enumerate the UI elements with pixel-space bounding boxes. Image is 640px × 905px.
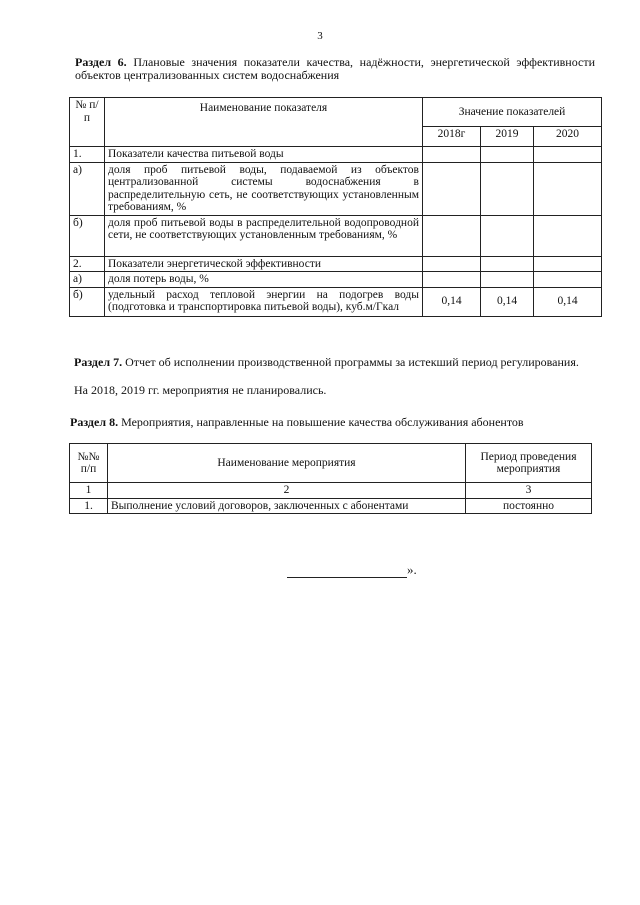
table-header-row — [70, 98, 602, 127]
row-value-2018: 0,14 — [423, 287, 481, 316]
section8-title: Мероприятия, направленные на повышение качества обслуживания абонентов — [121, 415, 524, 429]
row-name: доля проб питьевой воды в распределительной водопроводной сети, не соответствующих установленным требованиям, % — [105, 215, 423, 256]
row-name: доля потерь воды, % — [105, 272, 423, 288]
section7-title: Отчет об исполнении производственной программы за истекший период регулирования. — [125, 355, 579, 369]
row-value-2020 — [534, 256, 602, 272]
row-value-2020 — [534, 272, 602, 288]
header-name: Наименование показателя — [105, 98, 423, 147]
row-num: а) — [70, 272, 105, 288]
header-period: Период проведения мероприятия — [466, 444, 592, 483]
header-num: № п/п — [70, 98, 105, 147]
row-num: б) — [70, 215, 105, 256]
row-value-2019 — [481, 256, 534, 272]
row-period: постоянно — [466, 498, 592, 514]
header-year-2019: 2019 — [481, 127, 534, 147]
row-value-2018 — [423, 272, 481, 288]
header-values: Значение показателей — [423, 98, 602, 127]
row-value-2020 — [534, 162, 602, 215]
section7-label: Раздел 7. — [74, 355, 123, 369]
row-name: доля проб питьевой воды, подаваемой из объектов централизованной системы водоснабжения в распределительную сеть, не соответствующих установленным требованиям, % — [105, 162, 423, 215]
section8-label: Раздел 8. — [70, 415, 119, 429]
row-value-2018 — [423, 256, 481, 272]
row-name: Показатели качества питьевой воды — [105, 147, 423, 163]
row-value-2019 — [481, 162, 534, 215]
page-number: 3 — [317, 30, 323, 42]
table-row — [70, 287, 602, 316]
row-value-2018 — [423, 162, 481, 215]
table-row — [70, 215, 602, 256]
header-year-2018: 2018г — [423, 127, 481, 147]
index-cell-3: 3 — [466, 483, 592, 499]
closing-line — [287, 562, 417, 578]
row-num: 1. — [70, 147, 105, 163]
section6-label: Раздел 6. — [75, 55, 127, 69]
row-name: удельный расход тепловой энергии на подогрев воды (подготовка и транспортировка питьевой воды), куб.м/Гкал — [105, 287, 423, 316]
section6-title: Плановые значения показатели качества, надёжности, энергетической эффективности объектов централизованных систем водоснабжения — [75, 55, 595, 82]
index-cell-2: 2 — [108, 483, 466, 499]
row-value-2018 — [423, 147, 481, 163]
section8-table — [69, 443, 592, 514]
section8-heading — [70, 416, 600, 429]
row-value-2019: 0,14 — [481, 287, 534, 316]
row-value-2018 — [423, 215, 481, 256]
table-row — [70, 498, 592, 514]
row-value-2020 — [534, 215, 602, 256]
row-value-2020 — [534, 147, 602, 163]
table-row — [70, 272, 602, 288]
table-row — [70, 147, 602, 163]
section6-heading — [75, 56, 595, 82]
table-row — [70, 162, 602, 215]
row-value-2019 — [481, 147, 534, 163]
row-num: 2. — [70, 256, 105, 272]
row-num: б) — [70, 287, 105, 316]
closing-quote: ». — [407, 562, 417, 577]
section7-heading — [74, 356, 604, 369]
table-index-row — [70, 483, 592, 499]
row-name: Выполнение условий договоров, заключенных с абонентами — [108, 498, 466, 514]
header-name: Наименование мероприятия — [108, 444, 466, 483]
row-num: 1. — [70, 498, 108, 514]
signature-underline — [287, 565, 407, 578]
header-num: №№ п/п — [70, 444, 108, 483]
table-row — [70, 256, 602, 272]
row-name: Показатели энергетической эффективности — [105, 256, 423, 272]
section7-note: На 2018, 2019 гг. мероприятия не планировались. — [74, 383, 327, 397]
row-value-2019 — [481, 272, 534, 288]
header-year-2020: 2020 — [534, 127, 602, 147]
section6-table — [69, 97, 602, 317]
index-cell-1: 1 — [70, 483, 108, 499]
row-value-2019 — [481, 215, 534, 256]
row-num: а) — [70, 162, 105, 215]
table-header-row — [70, 444, 592, 483]
row-value-2020: 0,14 — [534, 287, 602, 316]
